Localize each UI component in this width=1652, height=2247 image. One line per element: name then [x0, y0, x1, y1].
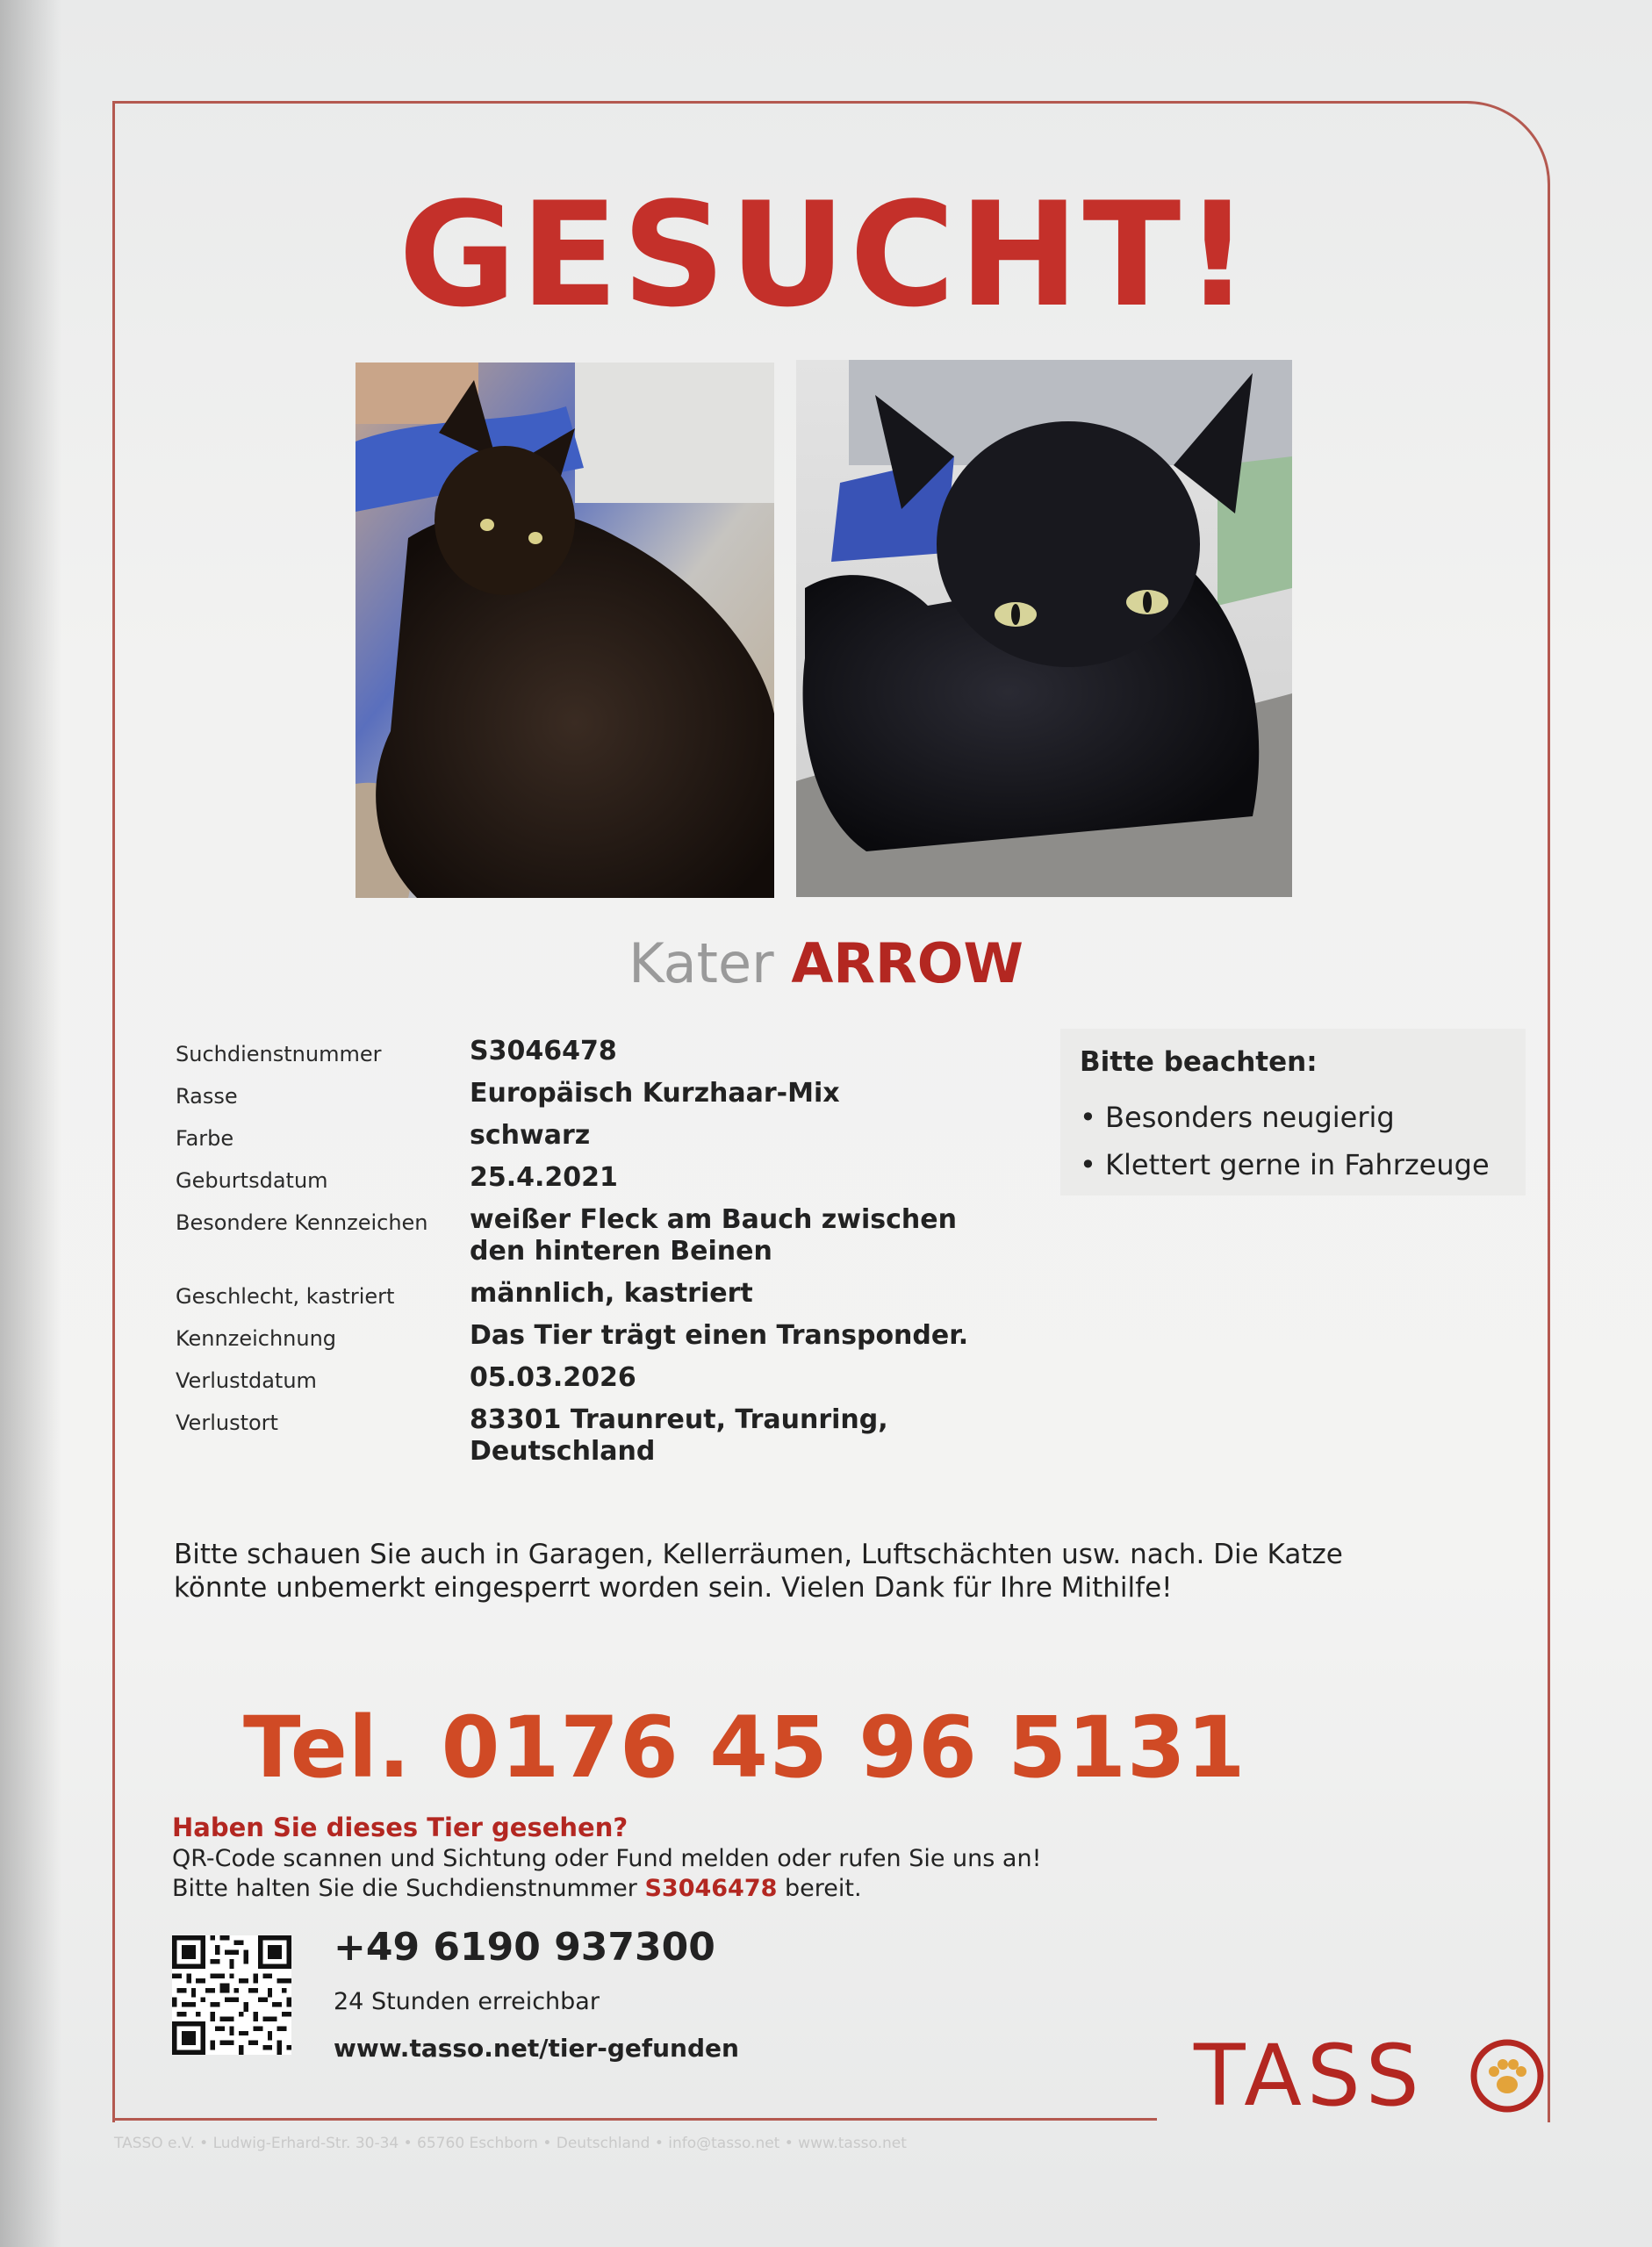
- fact-row: [176, 1162, 1001, 1194]
- notes-title: Bitte beachten:: [1080, 1046, 1318, 1078]
- seen-line-2-post: bereit.: [785, 1875, 862, 1902]
- search-number: S3046478: [644, 1875, 778, 1902]
- fact-value: weißer Fleck am Bauch zwischen den hinteren Beinen: [470, 1204, 957, 1267]
- fact-value: schwarz: [470, 1120, 591, 1151]
- fact-row: [176, 1278, 1001, 1310]
- fact-row: [176, 1404, 1001, 1468]
- fact-value: S3046478: [470, 1036, 617, 1066]
- fact-row: [176, 1078, 1001, 1109]
- notes-box: [1060, 1029, 1526, 1195]
- footer-address: TASSO e.V. • Ludwig-Erhard-Str. 30-34 • 65760 Eschborn • Deutschland • info@tasso.net • www.tasso.net: [114, 2135, 907, 2152]
- fact-row: [176, 1362, 1001, 1394]
- poster-frame-bottom: [112, 2118, 1157, 2121]
- seen-line-2-pre: Bitte halten Sie die Suchdienstnummer: [172, 1875, 637, 1902]
- facts-table: [176, 1036, 1001, 1478]
- fact-value: 25.4.2021: [470, 1162, 618, 1193]
- cat-photo-2: [796, 360, 1292, 897]
- headline: GESUCHT!: [398, 171, 1254, 339]
- fact-label: Geburtsdatum: [176, 1168, 328, 1193]
- seen-title: Haben Sie dieses Tier gesehen?: [172, 1813, 628, 1842]
- fact-row: [176, 1120, 1001, 1152]
- report-link[interactable]: www.tasso.net/tier-gefunden: [334, 2034, 739, 2063]
- notes-item: • Besonders neugierig: [1080, 1094, 1490, 1141]
- seen-line-1: QR-Code scannen und Sichtung oder Fund melden oder rufen Sie uns an!: [172, 1845, 1042, 1872]
- fact-row: [176, 1204, 1001, 1267]
- fact-label: Farbe: [176, 1126, 234, 1151]
- fact-value: 05.03.2026: [470, 1362, 636, 1393]
- pet-name: ARROW: [791, 931, 1024, 995]
- fact-label: Kennzeichnung: [176, 1326, 337, 1351]
- seen-line-2: [172, 1875, 862, 1902]
- search-hint: Bitte schauen Sie auch in Garagen, Kellerräumen, Luftschächten usw. nach. Die Katze könnte unbemerkt eingesperrt worden sein. Vielen Dank für Ihre Mithilfe!: [174, 1539, 1343, 1604]
- fact-value: Europäisch Kurzhaar-Mix: [470, 1078, 840, 1109]
- notes-item: • Klettert gerne in Fahrzeuge: [1080, 1141, 1490, 1188]
- fact-label: Geschlecht, kastriert: [176, 1284, 395, 1309]
- hotline-hours: 24 Stunden erreichbar: [334, 1988, 600, 2015]
- tasso-logo: [1194, 2028, 1562, 2124]
- fact-label: Besondere Kennzeichen: [176, 1210, 428, 1235]
- logo-text: TASS: [1194, 2027, 1425, 2125]
- hotline-phone: +49 6190 937300: [334, 1925, 715, 1970]
- fact-label: Verlustort: [176, 1411, 278, 1435]
- fact-label: Verlustdatum: [176, 1368, 317, 1393]
- fact-value: Das Tier trägt einen Transponder.: [470, 1320, 969, 1351]
- paw-logo-icon: [1468, 2036, 1547, 2115]
- cat-photo-1: [356, 363, 774, 898]
- qr-code[interactable]: [172, 1935, 291, 2055]
- fact-row: [176, 1036, 1001, 1067]
- owner-phone: Tel. 0176 45 96 5131: [243, 1698, 1246, 1797]
- fact-row: [176, 1320, 1001, 1352]
- notes-list: [1080, 1094, 1490, 1188]
- fact-label: Rasse: [176, 1084, 238, 1109]
- fact-label: Suchdienstnummer: [176, 1042, 382, 1066]
- pet-title: [0, 930, 1652, 997]
- fact-value: 83301 Traunreut, Traunring, Deutschland: [470, 1404, 888, 1467]
- pet-prefix: Kater: [628, 931, 774, 995]
- fact-value: männlich, kastriert: [470, 1278, 753, 1309]
